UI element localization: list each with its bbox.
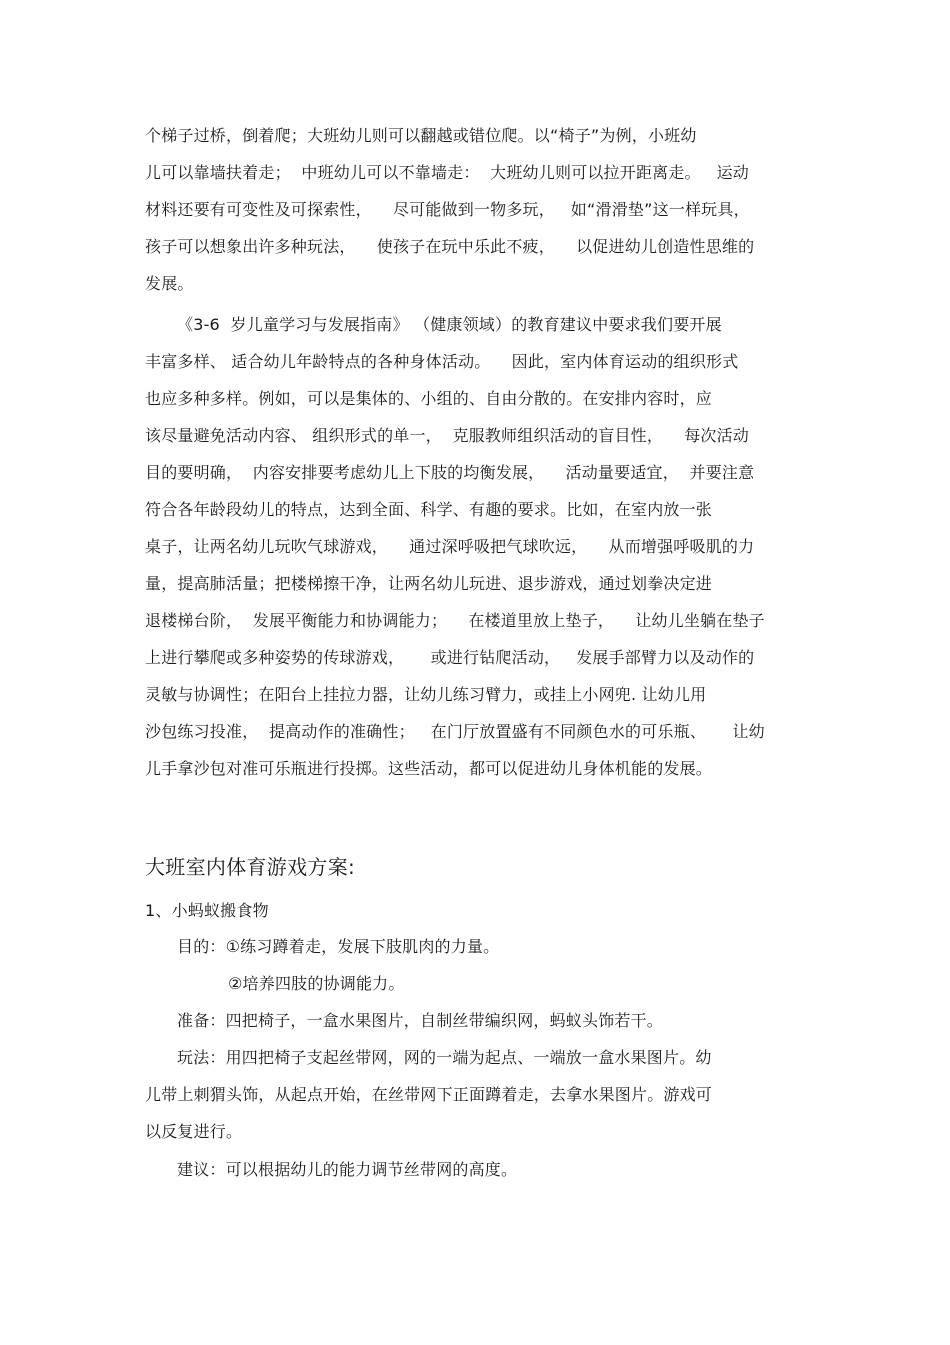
paragraph-line: 儿手拿沙包对准可乐瓶进行投掷。这些活动，都可以促进幼儿身体机能的发展。 bbox=[145, 759, 713, 778]
paragraph-line: 上进行攀爬或多种姿势的传球游戏， 或进行钻爬活动， 发展手部臂力以及动作的 bbox=[145, 648, 755, 667]
game-play-line: 儿带上刺猬头饰，从起点开始，在丝带网下正面蹲着走，去拿水果图片。游戏可 bbox=[145, 1085, 713, 1104]
game-advice-line: 建议：可以根据幼儿的能力调节丝带网的高度。 bbox=[177, 1160, 518, 1179]
paragraph-line: 也应多种多样。例如，可以是集体的、小组的、自由分散的。在安排内容时，应 bbox=[145, 389, 713, 408]
game-goal-line: 目的：①练习蹲着走，发展下肢肌肉的力量。 bbox=[177, 937, 500, 956]
game-goal-line: ②培养四肢的协调能力。 bbox=[228, 974, 405, 993]
paragraph-line: 个梯子过桥，倒着爬；大班幼儿则可以翻越或错位爬。以“椅子”为例，小班幼 bbox=[145, 126, 697, 145]
paragraph-line: 孩子可以想象出许多种玩法， 使孩子在玩中乐此不疲， 以促进幼儿创造性思维的 bbox=[145, 237, 755, 256]
paragraph-line: 发展。 bbox=[145, 274, 194, 293]
paragraph-line: 灵敏与协调性；在阳台上挂拉力器，让幼儿练习臂力，或挂上小网兜. 让幼儿用 bbox=[145, 685, 707, 704]
paragraph-line: 丰富多样、 适合幼儿年龄特点的各种身体活动。 因此，室内体育运动的组织形式 bbox=[145, 352, 739, 371]
paragraph-line: 桌子，让两名幼儿玩吹气球游戏， 通过深呼吸把气球吹远， 从而增强呼吸肌的力 bbox=[145, 537, 755, 556]
paragraph-line: 沙包练习投准， 提高动作的准确性； 在门厅放置盛有不同颜色水的可乐瓶、 让幼 bbox=[145, 722, 765, 741]
paragraph-line: 符合各年龄段幼儿的特点，达到全面、科学、有趣的要求。比如，在室内放一张 bbox=[145, 500, 713, 519]
paragraph-line: 该尽量避免活动内容、 组织形式的单一， 克服教师组织活动的盲目性， 每次活动 bbox=[145, 426, 750, 445]
paragraph-line: 儿可以靠墙扶着走； 中班幼儿可以不靠墙走： 大班幼儿则可以拉开距离走。 运动 bbox=[145, 163, 750, 182]
paragraph-line: 材料还要有可变性及可探索性， 尽可能做到一物多玩， 如“滑滑垫”这一样玩具， bbox=[145, 200, 750, 219]
game-play-line: 玩法：用四把椅子支起丝带网，网的一端为起点、一端放一盒水果图片。幼 bbox=[177, 1048, 712, 1067]
game-title: 1、小蚂蚁搬食物 bbox=[145, 901, 269, 920]
section-heading: 大班室内体育游戏方案: bbox=[145, 855, 356, 879]
paragraph-line: 退楼梯台阶， 发展平衡能力和协调能力； 在楼道里放上垫子， 让幼儿坐躺在垫子 bbox=[145, 611, 765, 630]
game-prep-line: 准备：四把椅子，一盒水果图片，自制丝带编织网，蚂蚁头饰若干。 bbox=[177, 1011, 664, 1030]
paragraph-line: 量，提高肺活量；把楼梯擦干净，让两名幼儿玩进、退步游戏，通过划拳决定进 bbox=[145, 574, 713, 593]
paragraph-line: 《3-6 岁儿童学习与发展指南》 （健康领域）的教育建议中要求我们要开展 bbox=[177, 315, 722, 334]
game-play-line: 以反复进行。 bbox=[145, 1122, 243, 1141]
paragraph-line: 目的要明确， 内容安排要考虑幼儿上下肢的均衡发展， 活动量要适宜， 并要注意 bbox=[145, 463, 755, 482]
